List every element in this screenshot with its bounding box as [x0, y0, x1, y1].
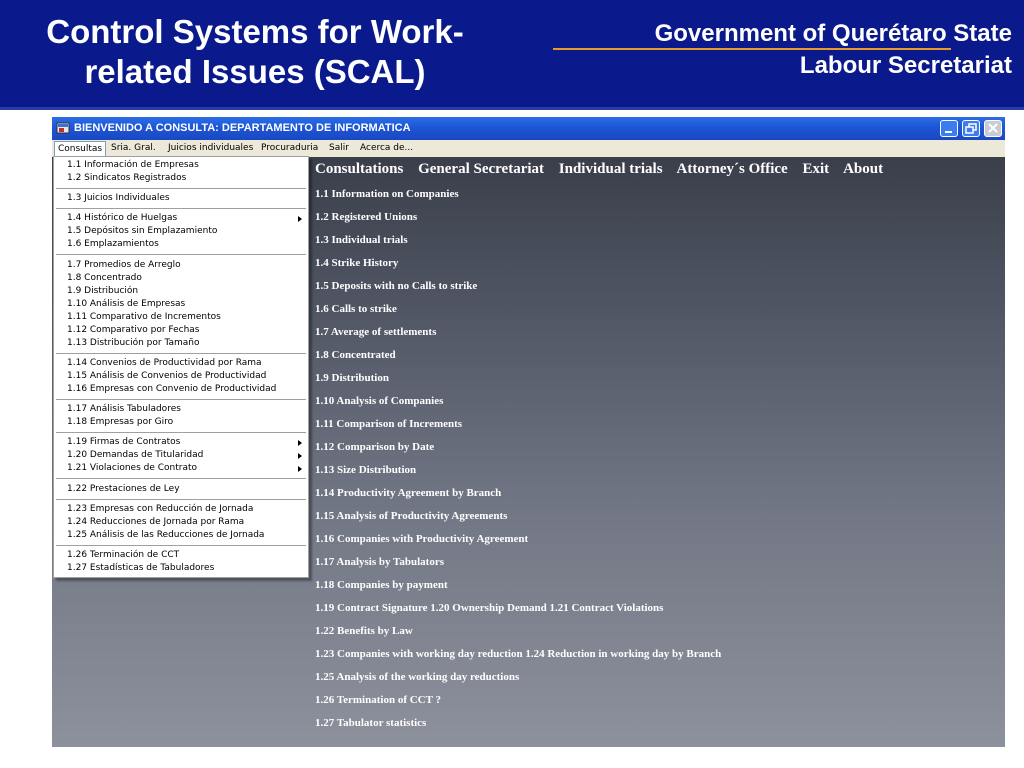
menu-item-1-2[interactable]: 1.2 Sindicatos Registrados: [67, 173, 187, 183]
menu-item-1-3[interactable]: 1.3 Juicios Individuales: [67, 193, 170, 203]
menu-item-1-18[interactable]: 1.18 Empresas por Giro: [67, 417, 174, 427]
translated-menu-individual-trials: Individual trials: [558, 161, 663, 177]
gov-line-1: Government of Querétaro State: [654, 20, 1012, 47]
menu-item-1-21[interactable]: 1.21 Violaciones de Contrato: [67, 463, 198, 473]
translated-item: 1.16 Companies with Productivity Agreement: [315, 533, 529, 545]
translated-item: 1.23 Companies with working day reduction 1.24 Reduction in working day by Branch: [315, 648, 722, 660]
menu-item-1-24[interactable]: 1.24 Reducciones de Jornada por Rama: [67, 517, 245, 527]
menu-item-1-16[interactable]: 1.16 Empresas con Convenio de Productividad: [67, 384, 277, 394]
menu-item-1-10[interactable]: 1.10 Análisis de Empresas: [67, 299, 186, 309]
gov-line-2: Labour Secretariat: [799, 52, 1012, 79]
close-icon[interactable]: [984, 120, 1002, 137]
translated-item: 1.12 Comparison by Date: [315, 441, 435, 453]
translated-menu-attorneys-office: Attorney´s Office: [676, 161, 788, 177]
menu-item-1-23[interactable]: 1.23 Empresas con Reducción de Jornada: [67, 504, 254, 514]
translated-item: 1.7 Average of settlements: [315, 326, 437, 338]
menu-item-1-9[interactable]: 1.9 Distribución: [67, 286, 139, 296]
window-titlebar[interactable]: [52, 117, 1005, 140]
menu-separator: [56, 208, 306, 209]
menu-separator: [56, 188, 306, 189]
menu-item-1-7[interactable]: 1.7 Promedios de Arreglo: [67, 260, 181, 270]
translated-item: 1.19 Contract Signature 1.20 Ownership Demand 1.21 Contract Violations: [315, 602, 664, 614]
restore-icon[interactable]: [962, 120, 980, 137]
menu-separator: [56, 399, 306, 400]
menu-item-1-13[interactable]: 1.13 Distribución por Tamaño: [67, 338, 200, 348]
slide-header: [0, 0, 1024, 110]
translated-item: 1.1 Information on Companies: [315, 188, 459, 200]
menu-separator: [56, 254, 306, 255]
translated-item: 1.15 Analysis of Productivity Agreements: [315, 510, 508, 522]
menu-sria-gral[interactable]: Sria. Gral.: [111, 143, 156, 153]
menu-item-1-8[interactable]: 1.8 Concentrado: [67, 273, 142, 283]
menu-juicios-individuales[interactable]: Juicios individuales: [168, 143, 254, 153]
menu-item-1-15[interactable]: 1.15 Análisis de Convenios de Productividad: [67, 371, 267, 381]
translated-item: 1.25 Analysis of the working day reductions: [315, 671, 520, 683]
translated-item: 1.6 Calls to strike: [315, 303, 397, 315]
translated-item: 1.26 Termination of CCT ?: [315, 694, 442, 706]
translated-item: 1.13 Size Distribution: [315, 464, 417, 476]
translated-menu-general-secretariat: General Secretariat: [418, 161, 545, 177]
menu-consultas[interactable]: Consultas: [54, 141, 106, 158]
menu-item-1-5[interactable]: 1.5 Depósitos sin Emplazamiento: [67, 226, 218, 236]
government-block: [542, 18, 1012, 82]
translated-menu-bar: [315, 160, 883, 178]
menu-item-1-12[interactable]: 1.12 Comparativo por Fechas: [67, 325, 200, 335]
menu-item-1-25[interactable]: 1.25 Análisis de las Reducciones de Jornada: [67, 530, 265, 540]
translated-item: 1.22 Benefits by Law: [315, 625, 413, 637]
submenu-arrow-icon: [298, 453, 302, 459]
translated-item: 1.3 Individual trials: [315, 234, 408, 246]
translated-item: 1.4 Strike History: [315, 257, 399, 269]
minimize-icon[interactable]: [940, 120, 958, 137]
menu-separator: [56, 545, 306, 546]
menu-item-1-22[interactable]: 1.22 Prestaciones de Ley: [67, 484, 180, 494]
translated-menu-consultations: Consultations: [315, 161, 404, 177]
menu-separator: [56, 478, 306, 479]
menu-separator: [56, 432, 306, 433]
translated-item: 1.9 Distribution: [315, 372, 389, 384]
translated-item: 1.14 Productivity Agreement by Branch: [315, 487, 502, 499]
menu-salir[interactable]: Salir: [329, 143, 349, 153]
accent-divider: [553, 48, 951, 50]
menu-acerca-de[interactable]: Acerca de...: [360, 143, 414, 153]
menu-item-1-17[interactable]: 1.17 Análisis Tabuladores: [67, 404, 181, 414]
translated-item: 1.11 Comparison of Increments: [315, 418, 463, 430]
menu-item-1-1[interactable]: 1.1 Información de Empresas: [67, 160, 199, 170]
consultas-dropdown: [53, 156, 309, 578]
translated-item: 1.10 Analysis of Companies: [315, 395, 444, 407]
menu-procuraduria[interactable]: Procuraduria: [261, 143, 319, 153]
menu-separator: [56, 499, 306, 500]
app-icon: [56, 121, 70, 135]
submenu-arrow-icon: [298, 216, 302, 222]
slide-title: Control Systems for Work-related Issues (SCAL): [46, 13, 464, 90]
translated-menu-about: About: [843, 161, 884, 177]
menu-bar: [52, 140, 1005, 157]
menu-item-1-27[interactable]: 1.27 Estadísticas de Tabuladores: [67, 563, 215, 573]
menu-item-1-20[interactable]: 1.20 Demandas de Titularidad: [67, 450, 204, 460]
menu-item-1-4[interactable]: 1.4 Histórico de Huelgas: [67, 213, 178, 223]
menu-separator: [56, 353, 306, 354]
translated-item: 1.2 Registered Unions: [315, 211, 418, 223]
menu-item-1-11[interactable]: 1.11 Comparativo de Incrementos: [67, 312, 221, 322]
translated-item: 1.17 Analysis by Tabulators: [315, 556, 444, 568]
submenu-arrow-icon: [298, 440, 302, 446]
window-title: BIENVENIDO A CONSULTA: DEPARTAMENTO DE INFORMATICA: [74, 122, 411, 134]
menu-item-1-14[interactable]: 1.14 Convenios de Productividad por Rama: [67, 358, 262, 368]
translated-item: 1.8 Concentrated: [315, 349, 396, 361]
menu-item-1-6[interactable]: 1.6 Emplazamientos: [67, 239, 159, 249]
translated-item: 1.27 Tabulator statistics: [315, 717, 427, 729]
translated-menu-exit: Exit: [802, 161, 830, 177]
translated-item: 1.18 Companies by payment: [315, 579, 448, 591]
menu-item-1-19[interactable]: 1.19 Firmas de Contratos: [67, 437, 181, 447]
menu-item-1-26[interactable]: 1.26 Terminación de CCT: [67, 550, 180, 560]
translated-item: 1.5 Deposits with no Calls to strike: [315, 280, 478, 292]
submenu-arrow-icon: [298, 466, 302, 472]
